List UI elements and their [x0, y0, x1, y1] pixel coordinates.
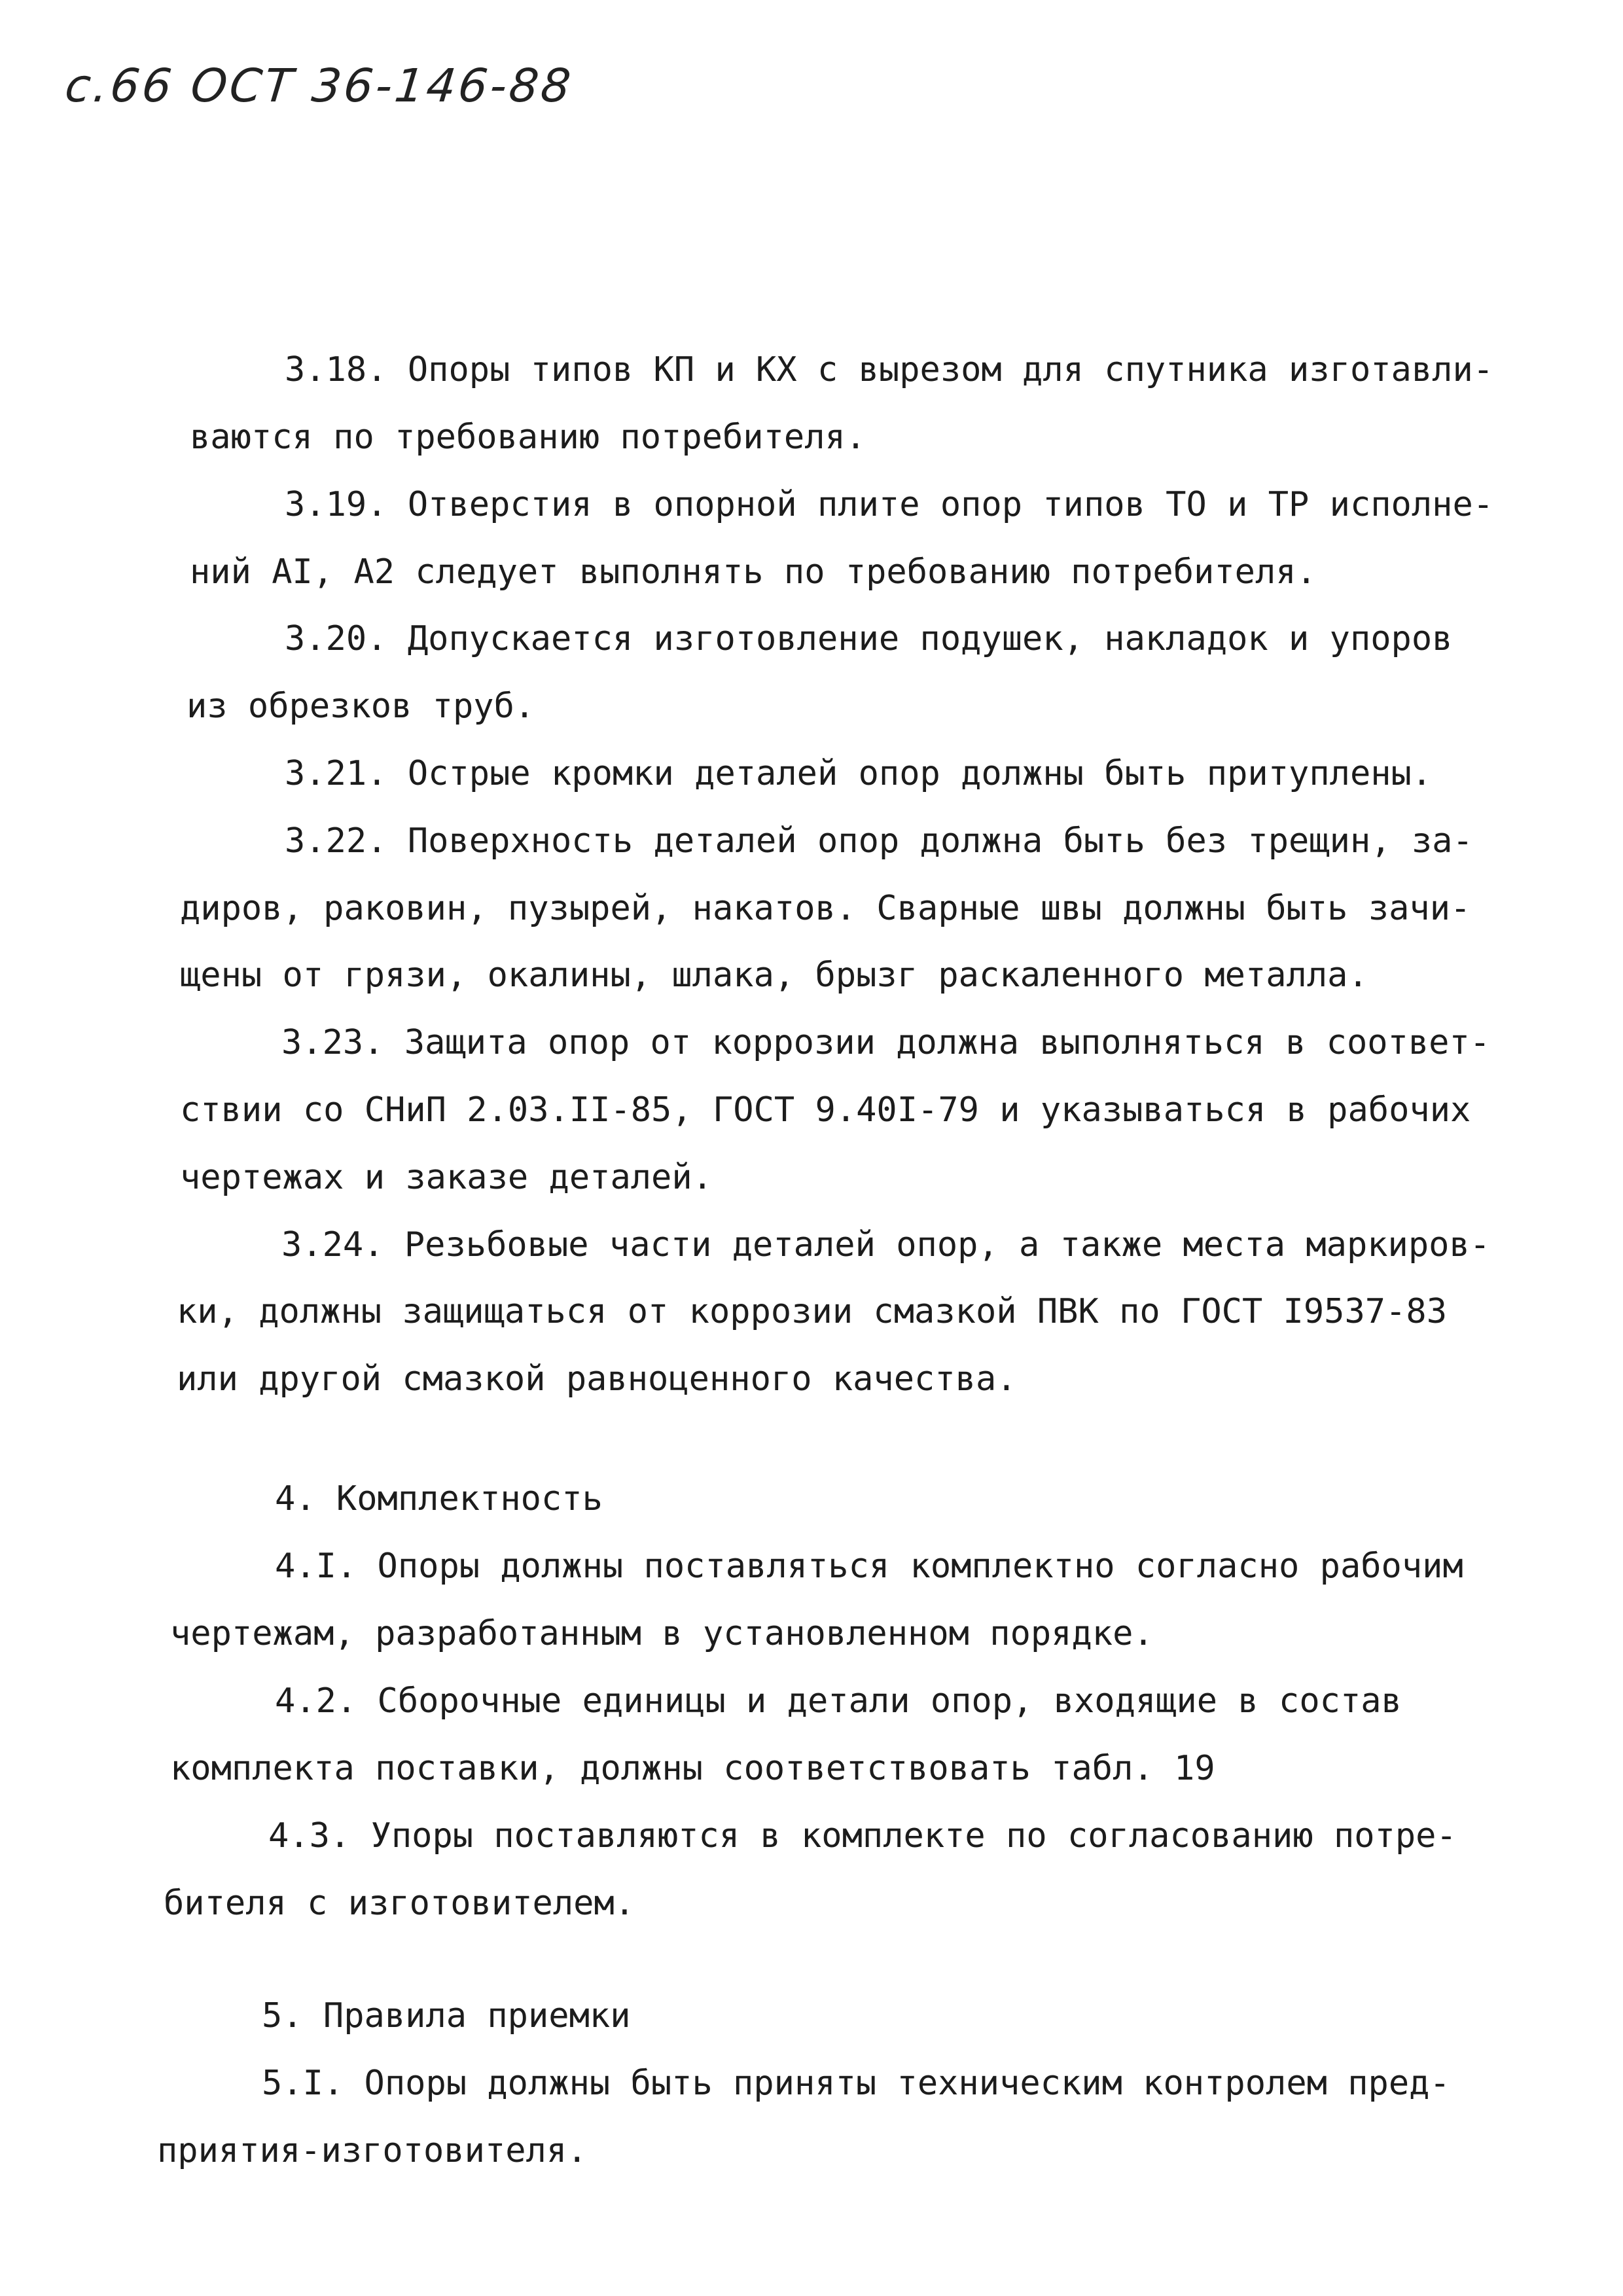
- paragraph-3-24-line-1: 3.24. Резьбовые части деталей опор, а также места маркиров-: [281, 1225, 1491, 1265]
- paragraph-3-18-line-1: 3.18. Опоры типов КП и КХ с вырезом для спутника изготавли-: [285, 350, 1494, 389]
- paragraph-4-1-line-2: чертежам, разработанным в установленном порядке.: [170, 1614, 1154, 1653]
- paragraph-4-1-line-1: 4.I. Опоры должны поставляться комплектно согласно рабочим: [275, 1547, 1463, 1586]
- paragraph-4-2-line-2: комплекта поставки, должны соответствовать табл. 19: [170, 1749, 1215, 1788]
- paragraph-3-24-line-3: или другой смазкой равноценного качества.: [177, 1359, 1017, 1399]
- paragraph-3-20-line-2: из обрезков труб.: [187, 687, 535, 726]
- paragraph-3-23-line-3: чертежах и заказе деталей.: [180, 1158, 713, 1197]
- paragraph-3-19-line-2: ний АI, А2 следует выполнять по требованию потребителя.: [190, 552, 1317, 592]
- paragraph-3-18-line-2: ваются по требованию потребителя.: [190, 418, 866, 457]
- paragraph-3-21-line-1: 3.21. Острые кромки деталей опор должны быть притуплены.: [285, 754, 1433, 793]
- paragraph-4-3-line-1: 4.3. Упоры поставляются в комплекте по согласованию потре-: [268, 1816, 1457, 1856]
- section-4-title: 4. Комплектность: [275, 1479, 603, 1518]
- paragraph-3-20-line-1: 3.20. Допускается изготовление подушек, накладок и упоров: [285, 619, 1453, 658]
- paragraph-4-3-line-2: бителя с изготовителем.: [164, 1884, 635, 1923]
- paragraph-3-22-line-1: 3.22. Поверхность деталей опор должна быть без трещин, за-: [285, 821, 1473, 861]
- paragraph-3-23-line-2: ствии со СНиП 2.03.II-85, ГОСТ 9.40I-79 и указываться в рабочих: [180, 1090, 1471, 1130]
- section-5-title: 5. Правила приемки: [262, 1996, 631, 2036]
- paragraph-4-2-line-1: 4.2. Сборочные единицы и детали опор, входящие в состав: [275, 1681, 1402, 1721]
- paragraph-3-23-line-1: 3.23. Защита опор от коррозии должна выполняться в соответ-: [281, 1023, 1491, 1062]
- paragraph-3-19-line-1: 3.19. Отверстия в опорной плите опор типов ТО и ТР исполне-: [285, 485, 1494, 524]
- paragraph-3-24-line-2: ки, должны защищаться от коррозии смазкой ПВК по ГОСТ I9537-83: [177, 1292, 1448, 1331]
- page-header: с.66 ОСТ 36-146-88: [62, 59, 576, 113]
- paragraph-5-1-line-1: 5.I. Опоры должны быть приняты техническим контролем пред-: [262, 2064, 1450, 2103]
- paragraph-3-22-line-2: диров, раковин, пузырей, накатов. Сварные швы должны быть зачи-: [180, 889, 1471, 928]
- paragraph-3-22-line-3: щены от грязи, окалины, шлака, брызг раскаленного металла.: [180, 956, 1368, 995]
- paragraph-5-1-line-2: приятия-изготовителя.: [157, 2131, 588, 2170]
